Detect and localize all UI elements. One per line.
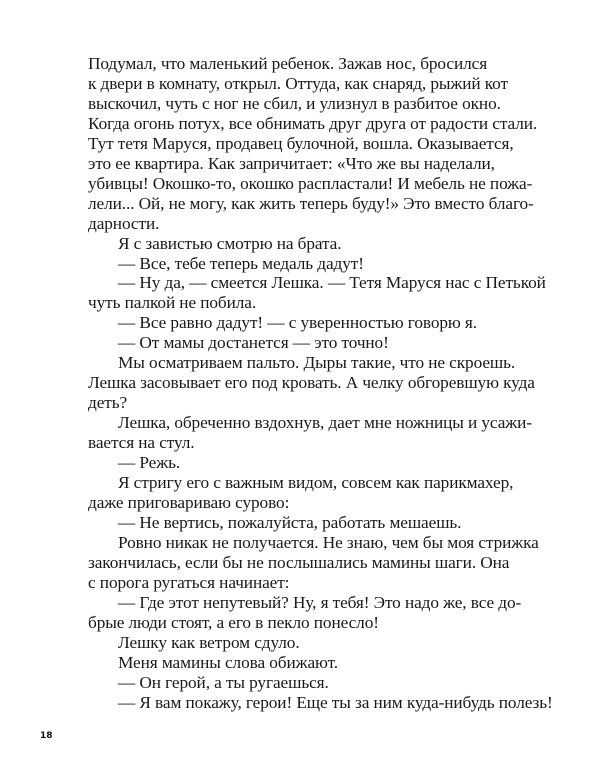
text-line: Лешка засовывает его под кровать. А челку обгоревшую куда bbox=[88, 373, 535, 393]
text-line: вается на стул. bbox=[88, 433, 195, 453]
text-line: брые люди стоят, а его в пекло понесло! bbox=[88, 612, 379, 632]
text-line: Подумал, что маленький ребенок. Зажав нос, бросился bbox=[88, 54, 488, 73]
text-line: к двери в комнату, открыл. Оттуда, как снаряд, рыжий кот bbox=[88, 73, 508, 93]
text-line: — Он герой, а ты ругаешься. bbox=[118, 672, 329, 692]
text-line: дарности. bbox=[88, 213, 160, 233]
text-line: — Ну да, — смеется Лешка. — Тетя Маруся нас с Петькой bbox=[118, 273, 546, 293]
text-line: Я стригу его с важным видом, совсем как парикмахер, bbox=[118, 473, 514, 493]
text-line: Когда огонь потух, все обнимать друг друга от радости стали. bbox=[88, 113, 538, 133]
text-line: Меня мамины слова обижают. bbox=[118, 652, 338, 672]
text-line: — Все, тебе теперь медаль дадут! bbox=[118, 253, 364, 273]
text-line: — Где этот непутевый? Ну, я тебя! Это надо же, все до- bbox=[118, 592, 522, 612]
text-line: закончилась, если бы не послышались мамины шаги. Она bbox=[88, 552, 510, 572]
text-line: Лешку как ветром сдуло. bbox=[118, 632, 300, 652]
text-line: — От мамы достанется — это точно! bbox=[118, 333, 389, 353]
text-line: даже приговариваю сурово: bbox=[88, 492, 290, 512]
text-line: деть? bbox=[88, 393, 128, 413]
text-line: Тут тетя Маруся, продавец булочной, вошла. Оказывается, bbox=[88, 133, 514, 153]
body-text bbox=[88, 54, 553, 712]
text-line: Мы осматриваем пальто. Дыры такие, что не скроешь. bbox=[118, 353, 516, 373]
page-number: 18 bbox=[40, 731, 53, 741]
text-line: — Режь. bbox=[118, 453, 181, 473]
text-line: — Все равно дадут! — с уверенностью говорю я. bbox=[118, 313, 477, 333]
text-line: с порога ругаться начинает: bbox=[88, 572, 290, 592]
text-line: убивцы! Окошко-то, окошко распластали! И мебель не пожа- bbox=[88, 173, 533, 193]
text-line: Лешка, обреченно вздохнув, дает мне ножницы и усажи- bbox=[118, 413, 532, 433]
text-line: лели... Ой, не могу, как жить теперь буду!» Это вместо благо- bbox=[88, 193, 534, 213]
text-line: Я с завистью смотрю на брата. bbox=[118, 233, 342, 253]
text-line: — Я вам покажу, герои! Еще ты за ним куда-нибудь полезь! bbox=[118, 692, 553, 712]
text-line: выскочил, чуть с ног не сбил, и улизнул в разбитое окно. bbox=[88, 93, 501, 113]
text-line: Ровно никак не получается. Не знаю, чем бы моя стрижка bbox=[118, 532, 539, 552]
text-line: это ее квартира. Как запричитает: «Что же вы наделали, bbox=[88, 153, 495, 173]
text-line: — Не вертись, пожалуйста, работать мешаешь. bbox=[118, 512, 462, 532]
text-line: чуть палкой не побила. bbox=[88, 293, 257, 313]
